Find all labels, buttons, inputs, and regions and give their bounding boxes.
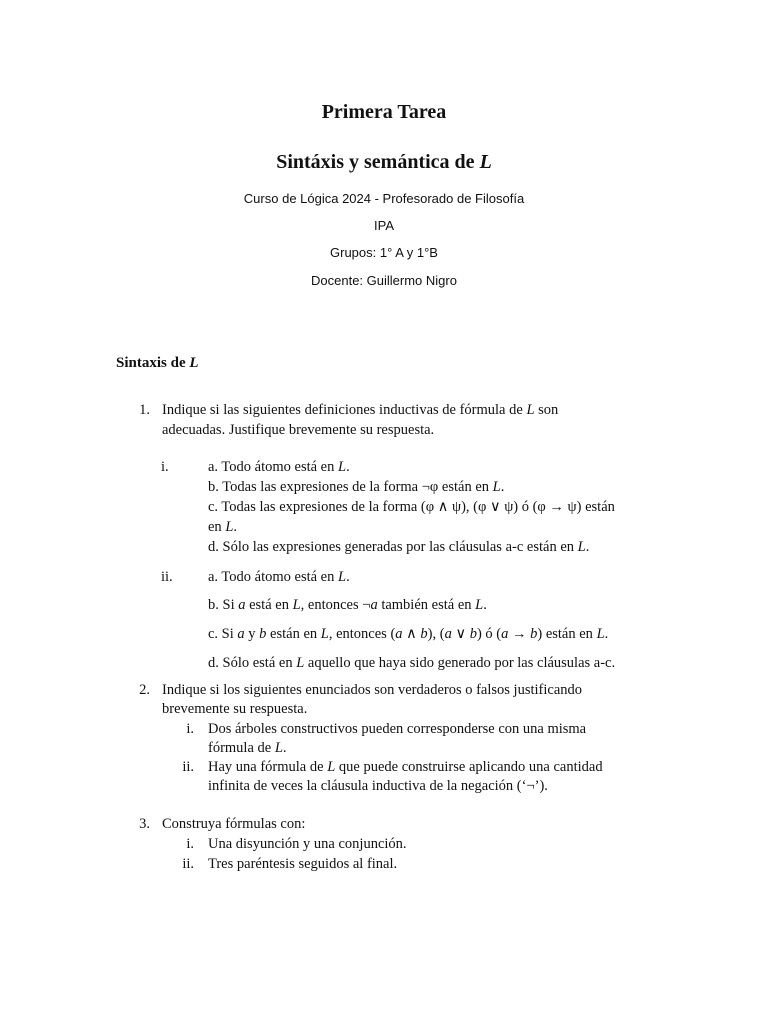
def-ii-clause-c: c. Si a y b están en L, entonces (a ∧ b), (a ∨ b) ó (a → b) están en L. — [208, 626, 609, 642]
page-subtitle — [0, 151, 768, 174]
q1-line-1: Indique si las siguientes definiciones inductivas de fórmula de L son — [162, 402, 559, 418]
q3-item-i-label: i. — [186, 836, 194, 852]
q3-item-ii-text: Tres paréntesis seguidos al final. — [208, 856, 398, 872]
q2-line-1: Indique si los siguientes enunciados son verdaderos o falsos justificando — [162, 682, 583, 698]
q2-line-2: brevemente su respuesta. — [162, 701, 308, 717]
q2-item-i-line-2: fórmula de L. — [208, 740, 287, 756]
def-i-clause-c-line-2: en L. — [208, 519, 238, 535]
def-i-clause-b: b. Todas las expresiones de la forma ¬φ están en L. — [208, 479, 505, 495]
def-i-clause-a: a. Todo átomo está en L. — [208, 459, 350, 475]
q1-line-2: adecuadas. Justifique brevemente su respuesta. — [162, 422, 435, 438]
q2-item-ii-label: ii. — [182, 759, 194, 775]
q3-number: 3. — [139, 816, 150, 832]
subtitle-text: Sintáxis y semántica de — [276, 151, 480, 173]
subtitle-L: L — [479, 151, 492, 173]
q2-item-i-line-1: Dos árboles constructivos pueden corresponderse con una misma — [208, 721, 587, 737]
q2-item-ii-line-2: infinita de veces la cláusula inductiva de la negación (‘¬’). — [208, 778, 548, 794]
course-line: Curso de Lógica 2024 - Profesorado de Filosofía — [243, 191, 525, 206]
def-i-clause-d: d. Sólo las expresiones generadas por las cláusulas a-c están en L. — [208, 539, 590, 555]
section-heading: Sintaxis de L — [116, 355, 199, 371]
q3-line-1: Construya fórmulas con: — [162, 816, 306, 832]
q2-item-ii-line-1: Hay una fórmula de L que puede construirse aplicando una cantidad — [208, 759, 603, 775]
q3-item-ii-label: ii. — [182, 856, 194, 872]
def-i-label: i. — [161, 459, 169, 475]
def-ii-clause-b: b. Si a está en L, entonces ¬a también está en L. — [208, 597, 487, 613]
q1-number: 1. — [139, 402, 150, 418]
def-ii-clause-a: a. Todo átomo está en L. — [208, 569, 350, 585]
def-ii-label: ii. — [161, 569, 173, 585]
groups-line: Grupos: 1° A y 1°B — [330, 245, 438, 260]
def-ii-clause-d: d. Sólo está en L aquello que haya sido generado por las cláusulas a-c. — [208, 655, 616, 671]
def-i-clause-c-line-1: c. Todas las expresiones de la forma (φ ∧ ψ), (φ ∨ ψ) ó (φ → ψ) están — [208, 499, 615, 515]
q3-item-i-text: Una disyunción y una conjunción. — [208, 836, 407, 852]
q2-item-i-label: i. — [186, 721, 194, 737]
page-title: Primera Tarea — [321, 101, 447, 123]
q2-number: 2. — [139, 682, 150, 698]
teacher-line: Docente: Guillermo Nigro — [311, 273, 457, 288]
institution-line: IPA — [374, 218, 394, 233]
